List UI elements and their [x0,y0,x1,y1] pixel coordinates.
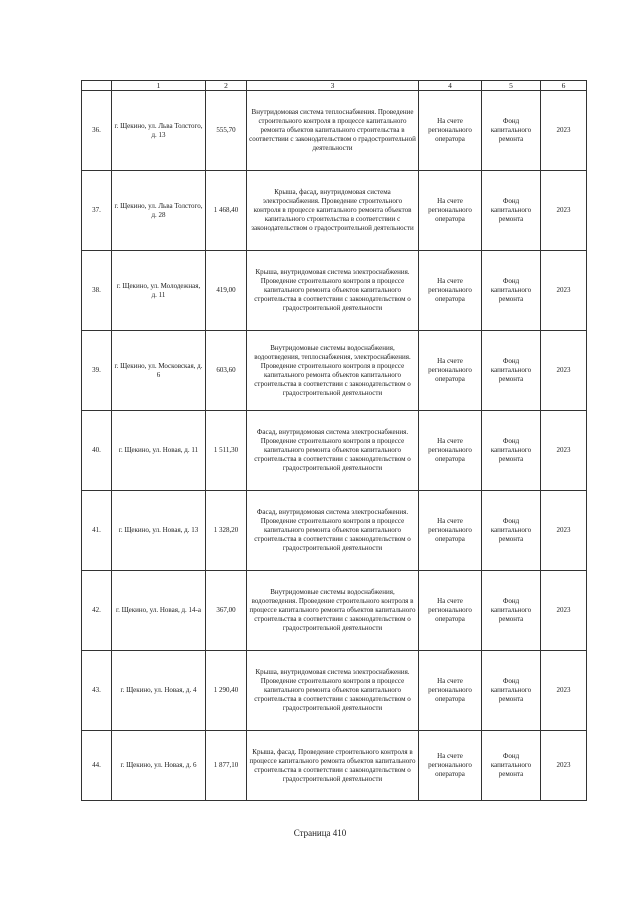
works-cell: Крыша, внутридомовая система электроснабжения. Проведение строительного контроля в процессе капитального ремонта объектов капитального строительства в соответствии с законодательством о градостроительной деятельности [247,251,419,331]
method-cell: На счете регионального оператора [419,571,482,651]
row-number-cell: 36. [82,91,112,171]
area-cell: 1 877,10 [206,731,247,801]
method-cell: На счете регионального оператора [419,491,482,571]
source-cell: Фонд капитального ремонта [482,491,541,571]
address-cell: г. Щекино, ул. Новая, д. 14-а [112,571,206,651]
area-cell: 367,00 [206,571,247,651]
source-cell: Фонд капитального ремонта [482,651,541,731]
works-cell: Крыша, внутридомовая система электроснабжения. Проведение строительного контроля в процессе капитального ремонта объектов капитального строительства в соответствии с законодательством о градостроительной деятельности [247,651,419,731]
source-cell: Фонд капитального ремонта [482,331,541,411]
source-cell: Фонд капитального ремонта [482,411,541,491]
method-cell: На счете регионального оператора [419,731,482,801]
year-cell: 2023 [541,491,587,571]
source-cell: Фонд капитального ремонта [482,251,541,331]
row-number-cell: 41. [82,491,112,571]
area-cell: 1 290,40 [206,651,247,731]
address-cell: г. Щекино, ул. Льва Толстого, д. 13 [112,91,206,171]
area-cell: 603,60 [206,331,247,411]
year-cell: 2023 [541,331,587,411]
method-cell: На счете регионального оператора [419,251,482,331]
row-number-cell: 43. [82,651,112,731]
header-cell: 1 [112,81,206,91]
header-cell: 3 [247,81,419,91]
address-cell: г. Щекино, ул. Московская, д. 6 [112,331,206,411]
area-cell: 1 468,40 [206,171,247,251]
row-number-cell: 44. [82,731,112,801]
year-cell: 2023 [541,731,587,801]
row-number-cell: 40. [82,411,112,491]
source-cell: Фонд капитального ремонта [482,91,541,171]
year-cell: 2023 [541,411,587,491]
source-cell: Фонд капитального ремонта [482,731,541,801]
table-row [82,331,587,411]
address-cell: г. Щекино, ул. Новая, д. 4 [112,651,206,731]
row-number-cell: 39. [82,331,112,411]
capital-repair-table [81,80,587,801]
works-cell: Фасад, внутридомовая система электроснабжения. Проведение строительного контроля в процессе капитального ремонта объектов капитального строительства в соответствии с законодательством о градостроительной деятельности [247,411,419,491]
header-cell: 4 [419,81,482,91]
header-cell: 6 [541,81,587,91]
address-cell: г. Щекино, ул. Льва Толстого, д. 28 [112,171,206,251]
method-cell: На счете регионального оператора [419,171,482,251]
source-cell: Фонд капитального ремонта [482,571,541,651]
table-row [82,651,587,731]
year-cell: 2023 [541,251,587,331]
row-number-cell: 37. [82,171,112,251]
year-cell: 2023 [541,171,587,251]
table-row [82,491,587,571]
header-cell-blank [82,81,112,91]
works-cell: Внутридомовая система теплоснабжения. Проведение строительного контроля в процессе капитального ремонта объектов капитального строительства в соответствии с законодательством о градостроительной деятельности [247,91,419,171]
address-cell: г. Щекино, ул. Молодежная, д. 11 [112,251,206,331]
year-cell: 2023 [541,571,587,651]
row-number-cell: 38. [82,251,112,331]
area-cell: 1 328,20 [206,491,247,571]
area-cell: 555,70 [206,91,247,171]
page-number: Страница 410 [293,828,347,838]
source-cell: Фонд капитального ремонта [482,171,541,251]
table-row [82,731,587,801]
works-cell: Внутридомовые системы водоснабжения, водоотведения. Проведение строительного контроля в процессе капитального ремонта объектов капитального строительства в соответствии с законодательством о градостроительной деятельности [247,571,419,651]
area-cell: 419,00 [206,251,247,331]
table-row [82,91,587,171]
method-cell: На счете регионального оператора [419,411,482,491]
works-cell: Крыша, фасад, внутридомовая система электроснабжения. Проведение строительного контроля в процессе капитального ремонта объектов капитального строительства в соответствии с законодательством о градостроительной деятельности [247,171,419,251]
table-body [82,91,587,801]
table-header [82,81,587,91]
address-cell: г. Щекино, ул. Новая, д. 6 [112,731,206,801]
method-cell: На счете регионального оператора [419,651,482,731]
address-cell: г. Щекино, ул. Новая, д. 11 [112,411,206,491]
table-row [82,571,587,651]
method-cell: На счете регионального оператора [419,91,482,171]
table-row [82,171,587,251]
row-number-cell: 42. [82,571,112,651]
header-cell: 5 [482,81,541,91]
table-row [82,251,587,331]
address-cell: г. Щекино, ул. Новая, д. 13 [112,491,206,571]
header-cell: 2 [206,81,247,91]
works-cell: Крыша, фасад. Проведение строительного контроля в процессе капитального ремонта объектов капитального строительства в соответствии с законодательством о градостроительной деятельности [247,731,419,801]
table-row [82,411,587,491]
year-cell: 2023 [541,651,587,731]
year-cell: 2023 [541,91,587,171]
works-cell: Фасад, внутридомовая система электроснабжения. Проведение строительного контроля в процессе капитального ремонта объектов капитального строительства в соответствии с законодательством о градостроительной деятельности [247,491,419,571]
method-cell: На счете регионального оператора [419,331,482,411]
works-cell: Внутридомовые системы водоснабжения, водоотведения, теплоснабжения, электроснабжения. Проведение строительного контроля в процессе капитального ремонта объектов капитального строительства в соответствии с законодательством о градостроительной деятельности [247,331,419,411]
area-cell: 1 511,30 [206,411,247,491]
